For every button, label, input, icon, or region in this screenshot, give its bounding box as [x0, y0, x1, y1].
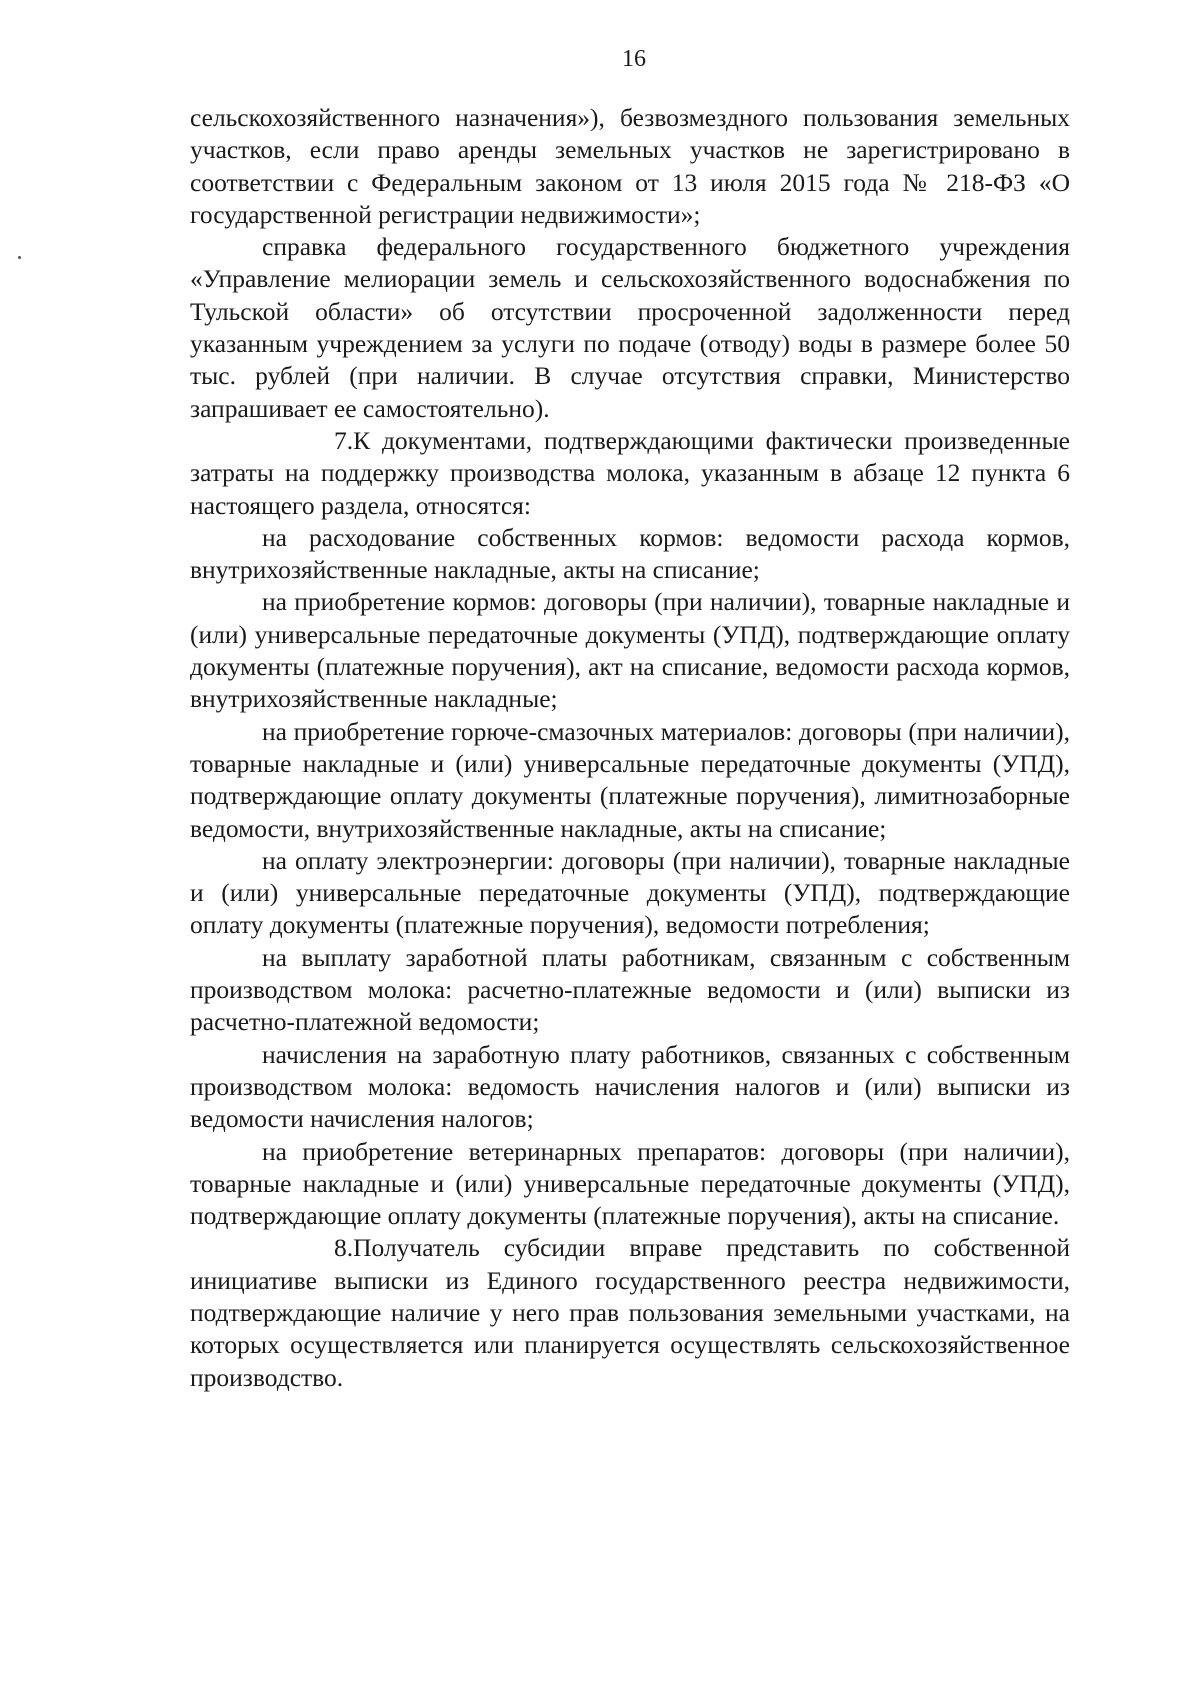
document-body: [190, 102, 1070, 1394]
paragraph-text: справка федерального государственного бюджетного учреждения «Управление мелиорации земель и сельскохозяйственного водоснабжения по Тульской области» об отсутствии просроченной задолженности перед указанным учреждением за услуги по подаче (отводу) воды в размере более 50 тыс. рублей (при наличии. В случае отсутствия справки, Министерство запрашивает ее самостоятельно).: [190, 232, 1070, 423]
paragraph: [190, 1039, 1070, 1136]
numbered-paragraph: [190, 1232, 1070, 1393]
paragraph-text: на приобретение горюче-смазочных материалов: договоры (при наличии), товарные накладные и (или) универсальные передаточные документы (УПД), подтверждающие оплату документы (платежные поручения), лимитнозаборные ведомости, внутрихозяйственные накладные, акты на списание;: [190, 716, 1070, 843]
paragraph: [190, 102, 1070, 231]
numbered-paragraph: [190, 425, 1070, 522]
paragraph: [190, 231, 1070, 425]
paragraph-text: на приобретение кормов: договоры (при наличии), товарные накладные и (или) универсальные передаточные документы (УПД), подтверждающие оплату документы (платежные поручения), акт на списание, ведомости расхода кормов, внутрихозяйственные накладные;: [190, 587, 1070, 714]
paragraph: [190, 522, 1070, 587]
paragraph-text: К документами, подтверждающими фактически произведенные затраты на поддержку производства молока, указанным в абзаце 12 пункта 6 настоящего раздела, относятся:: [190, 425, 1070, 520]
paragraph-text: на приобретение ветеринарных препаратов: договоры (при наличии), товарные накладные и (или) универсальные передаточные документы (УПД), подтверждающие оплату документы (платежные поручения), акты на списание.: [190, 1136, 1070, 1231]
paragraph-number: 7.: [334, 425, 354, 455]
paragraph-number: 8.: [334, 1233, 354, 1263]
paragraph: [190, 716, 1070, 845]
paragraph-text: на оплату электроэнергии: договоры (при наличии), товарные накладные и (или) универсальные передаточные документы (УПД), подтверждающие оплату документы (платежные поручения), ведомости потребления;: [190, 845, 1070, 940]
paragraph-text: Получатель субсидии вправе представить по собственной инициативе выписки из Единого государственного реестра недвижимости, подтверждающие наличие у него прав пользования земельными участками, на которых осуществляется или планируется осуществлять сельскохозяйственное производство.: [190, 1233, 1070, 1392]
scan-speck: [18, 256, 21, 259]
paragraph-text: сельскохозяйственного назначения»), безвозмездного пользования земельных участков, если право аренды земельных участков не зарегистрировано в соответствии с Федеральным законом от 13 июля 2015 года № 218-ФЗ «О государственной регистрации недвижимости»;: [190, 103, 1070, 229]
paragraph: [190, 845, 1070, 942]
page-number: 16: [622, 46, 646, 72]
paragraph: [190, 942, 1070, 1039]
paragraph-text: на расходование собственных кормов: ведомости расхода кормов, внутрихозяйственные накладные, акты на списание;: [190, 522, 1070, 585]
paragraph-text: начисления на заработную плату работников, связанных с собственным производством молока: ведомость начисления налогов и (или) выписки из ведомости начисления налогов;: [190, 1039, 1070, 1134]
paragraph: [190, 586, 1070, 715]
paragraph-text: на выплату заработной платы работникам, связанным с собственным производством молока: расчетно-платежные ведомости и (или) выписки из расчетно-платежной ведомости;: [190, 942, 1070, 1037]
paragraph: [190, 1136, 1070, 1233]
